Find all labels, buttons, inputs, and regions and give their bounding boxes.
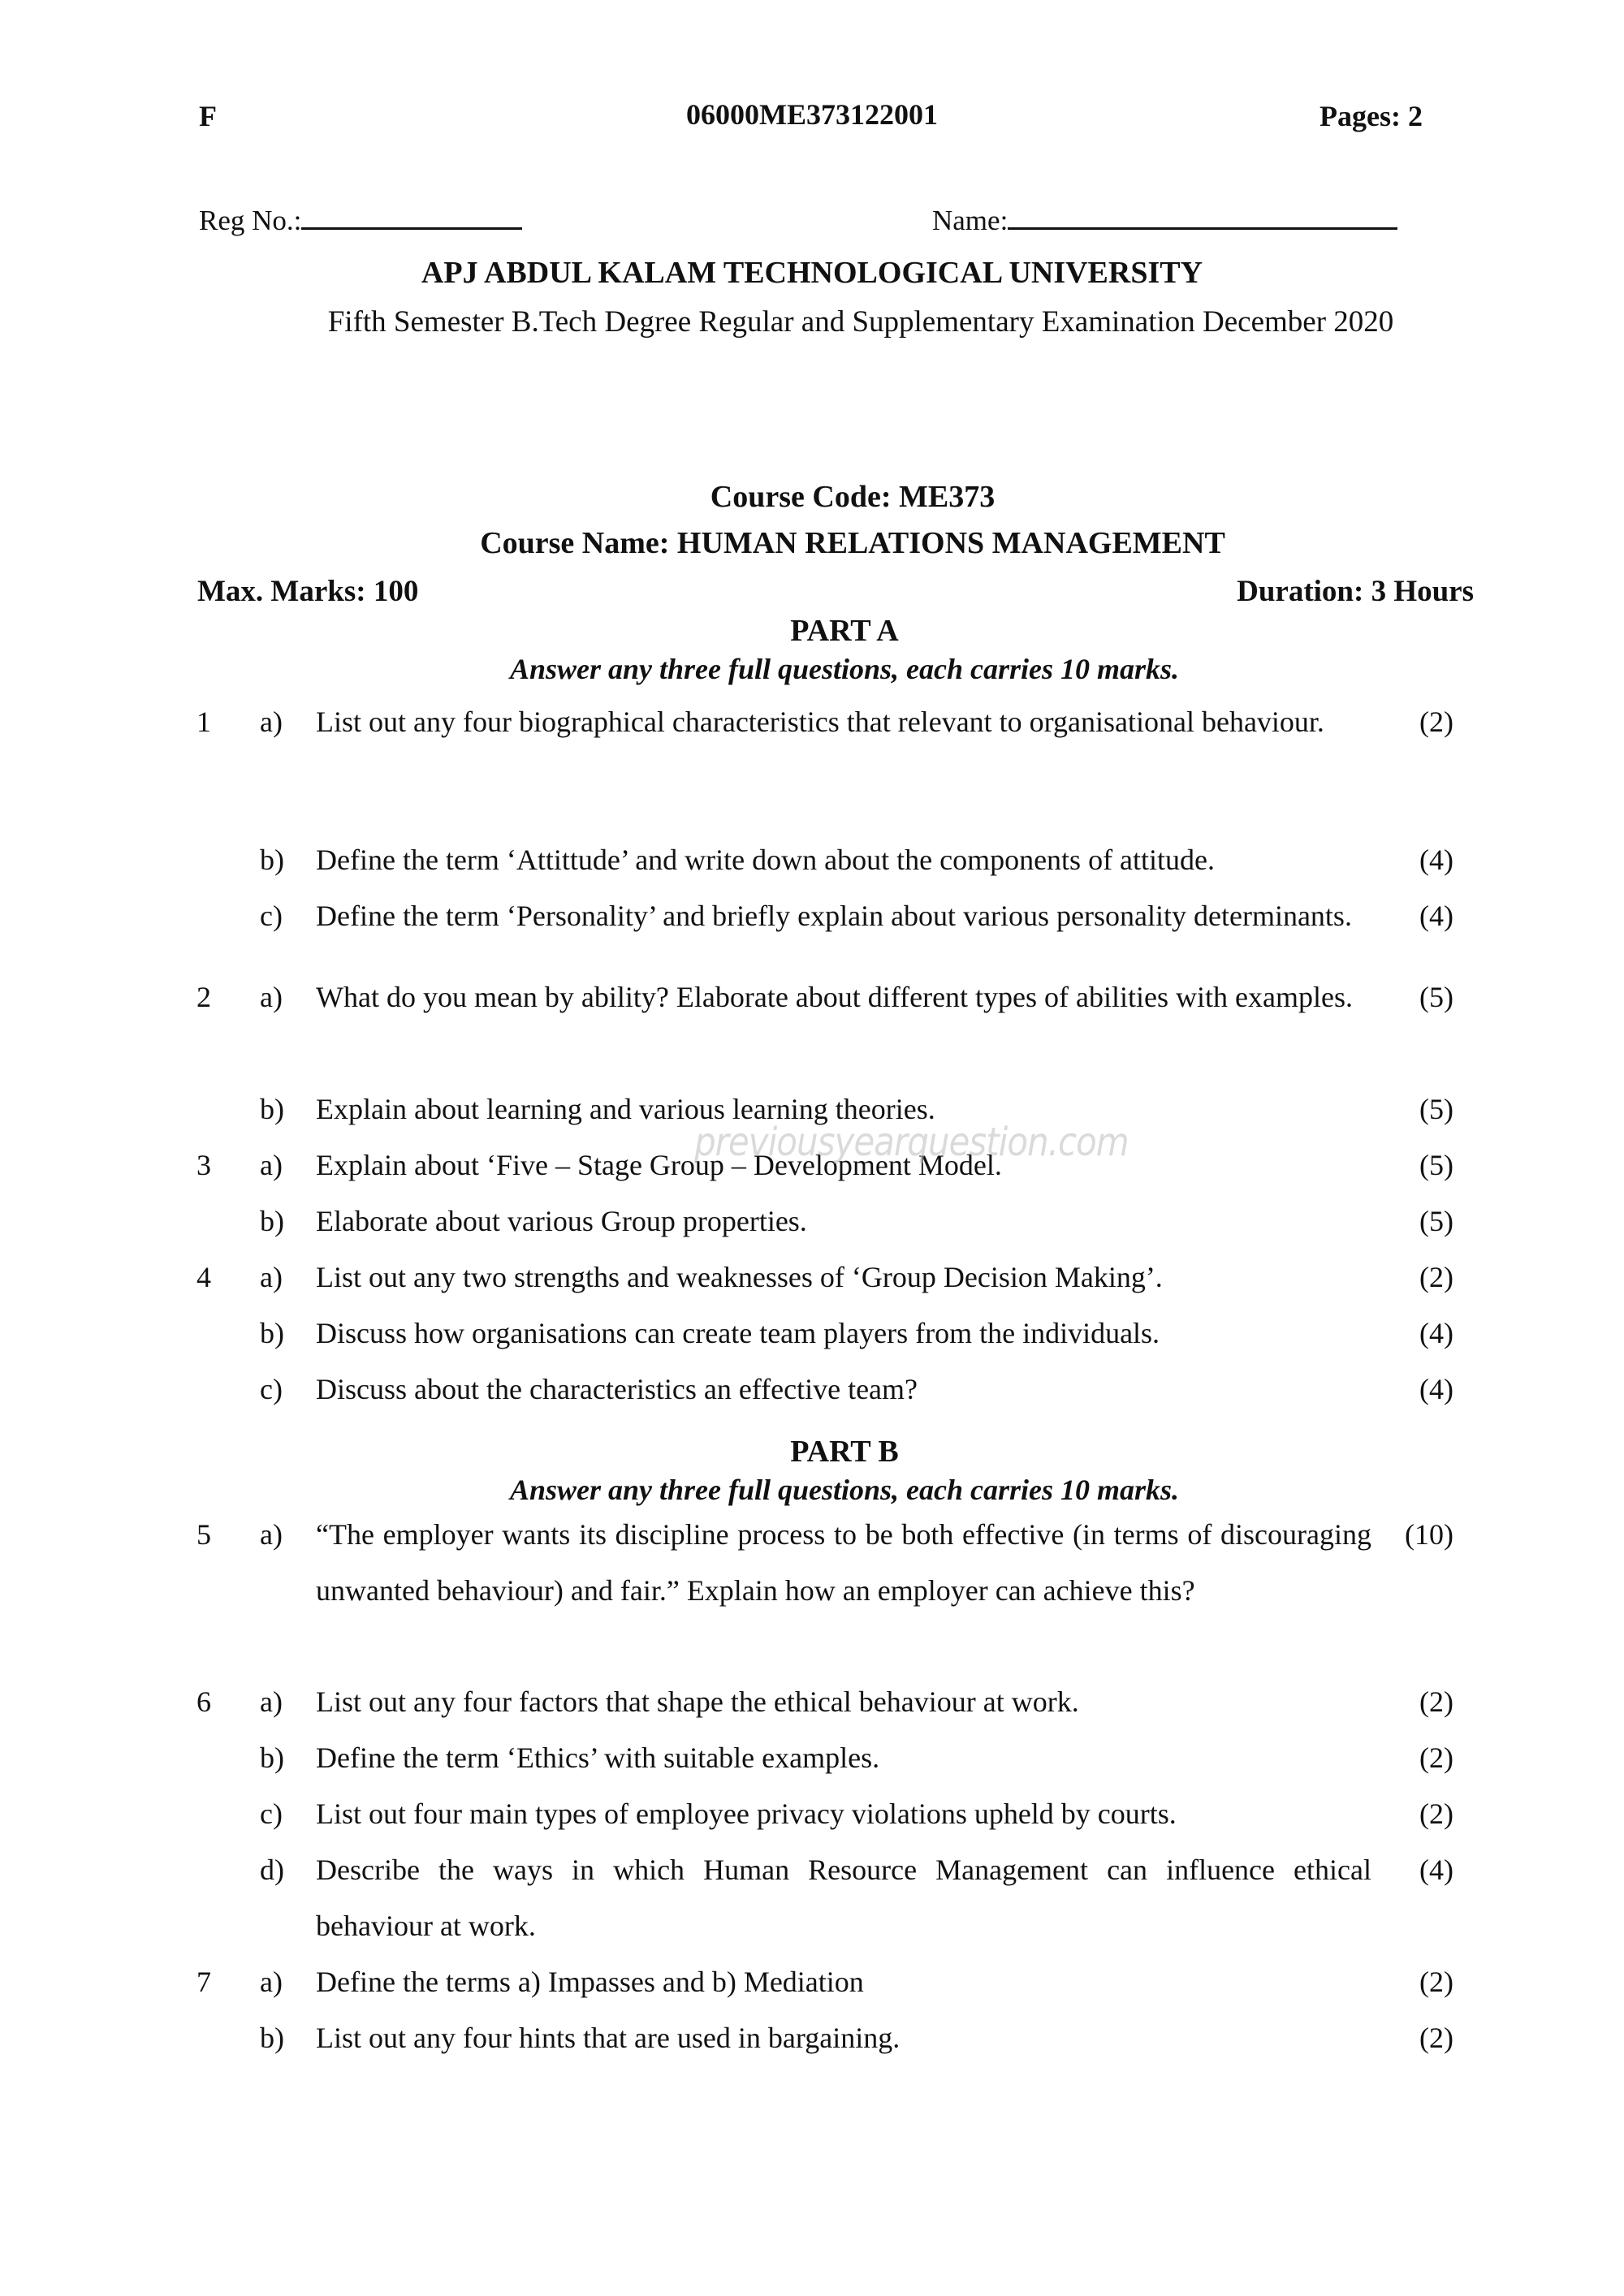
part-b-title: PART B: [790, 1435, 899, 1469]
question-number: 3: [197, 1149, 211, 1181]
sub-question-label: b): [260, 844, 284, 876]
university-name: APJ ABDUL KALAM TECHNOLOGICAL UNIVERSITY: [421, 256, 1203, 290]
part-a-instruction: Answer any three full questions, each carries 10 marks.: [509, 653, 1180, 685]
part-a-title: PART A: [790, 614, 899, 648]
question-marks: (5): [1419, 981, 1453, 1013]
duration: Duration: 3 Hours: [1237, 575, 1474, 608]
exam-title: Fifth Semester B.Tech Degree Regular and Supplementary Examination December 2020: [327, 305, 1394, 339]
question-marks: (2): [1419, 1966, 1453, 1998]
question-text: Define the term ‘Personality’ and briefly explain about various personality determinants.: [316, 900, 1352, 932]
paper-code: 06000ME373122001: [686, 98, 938, 131]
question-marks: (4): [1419, 900, 1453, 932]
name-label: Name:: [932, 205, 1009, 236]
question-marks: (2): [1419, 2022, 1453, 2054]
part-b-instruction: Answer any three full questions, each carries 10 marks.: [509, 1474, 1180, 1506]
question-number: 1: [197, 706, 211, 738]
sub-question-label: a): [260, 1685, 283, 1718]
sub-question-label: a): [260, 706, 283, 738]
question-text: Define the term ‘Ethics’ with suitable examples.: [316, 1741, 880, 1774]
question-number: 6: [197, 1685, 211, 1718]
question-marks: (4): [1419, 1854, 1453, 1886]
question-text: Define the terms a) Impasses and b) Mediation: [316, 1966, 864, 1998]
reg-no-field[interactable]: [199, 205, 522, 237]
question-marks: (2): [1419, 1798, 1453, 1830]
sub-question-label: b): [260, 1093, 284, 1125]
reg-no-label: Reg No.:: [199, 205, 302, 236]
question-marks: (2): [1419, 1685, 1453, 1718]
sub-question-label: a): [260, 981, 283, 1013]
question-text: Explain about learning and various learning theories.: [316, 1093, 935, 1125]
question-marks: (4): [1419, 1373, 1453, 1405]
question-marks: (4): [1419, 844, 1453, 876]
question-text: List out any four biographical characteristics that relevant to organisational behaviour.: [316, 706, 1324, 738]
question-number: 2: [197, 981, 211, 1013]
question-text: List out any two strengths and weaknesses of ‘Group Decision Making’.: [316, 1261, 1163, 1293]
question-text: What do you mean by ability? Elaborate about different types of abilities with examples.: [316, 981, 1353, 1013]
question-text: Define the term ‘Attittude’ and write down about the components of attitude.: [316, 844, 1216, 876]
question-number: 4: [197, 1261, 211, 1293]
question-text: List out four main types of employee privacy violations upheld by courts.: [316, 1798, 1177, 1830]
max-marks: Max. Marks: 100: [197, 575, 419, 608]
sub-question-label: d): [260, 1854, 284, 1886]
sub-question-label: b): [260, 1317, 284, 1349]
question-text: Discuss how organisations can create team players from the individuals.: [316, 1317, 1160, 1349]
sub-question-label: c): [260, 900, 283, 932]
sub-question-label: b): [260, 2022, 284, 2054]
question-marks: (2): [1419, 1261, 1453, 1293]
question-text: Discuss about the characteristics an effective team?: [316, 1373, 918, 1405]
sub-question-label: a): [260, 1518, 283, 1551]
question-text: Explain about ‘Five – Stage Group – Development Model.: [316, 1149, 1002, 1181]
course-code: Course Code: ME373: [710, 480, 996, 514]
question-text: “The employer wants its discipline process to be both effective (in terms of discouraging unwanted behaviour) and fair.” Explain how an employer can achieve this?: [316, 1518, 1371, 1607]
name-blank[interactable]: [1008, 206, 1397, 230]
question-marks: (2): [1419, 1741, 1453, 1774]
question-marks: (4): [1419, 1317, 1453, 1349]
sub-question-label: b): [260, 1741, 284, 1774]
watermark-logo: previousyearquestion.com: [694, 1119, 1129, 1165]
question-marks: (5): [1419, 1093, 1453, 1125]
course-name: Course Name: HUMAN RELATIONS MANAGEMENT: [480, 526, 1225, 560]
question-text: List out any four hints that are used in bargaining.: [316, 2022, 901, 2054]
question-marks: (5): [1419, 1149, 1453, 1181]
question-text: Elaborate about various Group properties.: [316, 1205, 807, 1237]
reg-no-blank[interactable]: [301, 206, 522, 230]
question-marks: (2): [1419, 706, 1453, 738]
series-label: F: [199, 100, 217, 132]
page-count: Pages: 2: [1320, 100, 1423, 132]
question-marks: (5): [1419, 1205, 1453, 1237]
question-text: Describe the ways in which Human Resource Management can influence ethical behaviour at work.: [316, 1854, 1371, 1942]
sub-question-label: c): [260, 1373, 283, 1405]
question-number: 5: [197, 1518, 211, 1551]
sub-question-label: c): [260, 1798, 283, 1830]
question-number: 7: [197, 1966, 211, 1998]
sub-question-label: b): [260, 1205, 284, 1237]
question-text: List out any four factors that shape the ethical behaviour at work.: [316, 1685, 1079, 1718]
name-field[interactable]: [932, 205, 1397, 237]
sub-question-label: a): [260, 1966, 283, 1998]
sub-question-label: a): [260, 1261, 283, 1293]
question-marks: (10): [1405, 1518, 1453, 1551]
sub-question-label: a): [260, 1149, 283, 1181]
